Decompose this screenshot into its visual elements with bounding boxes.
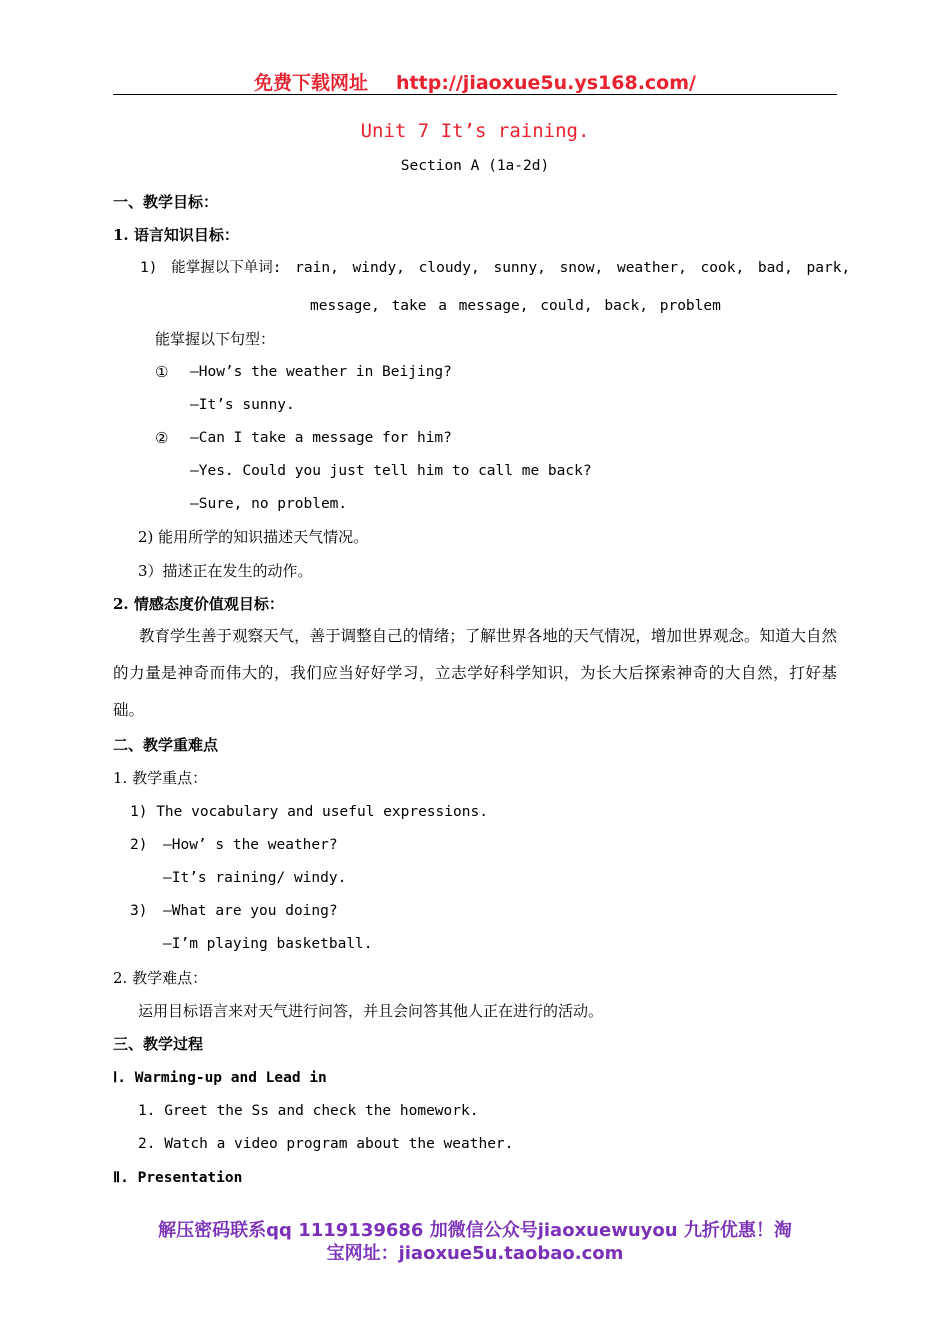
sentence-1-question: —How’s the weather in Beijing? — [190, 364, 452, 380]
vocab-line-1: 1) 能掌握以下单词: rain, windy, cloudy, sunny, snow, weather, cook, bad, park, — [140, 260, 851, 276]
goal-point-3: 3）描述正在发生的动作。 — [138, 562, 313, 580]
sentence-2-number: ② — [155, 429, 169, 447]
section3-heading: 三、教学过程 — [113, 1035, 204, 1053]
difficult-points-text: 运用目标语言来对天气进行问答，并且会问答其他人正在进行的活动。 — [138, 1002, 604, 1020]
step-1-item-1: 1. Greet the Ss and check the homework. — [138, 1103, 479, 1119]
key-point-3-question: —What are you doing? — [163, 903, 338, 919]
emotion-goal-heading: 2. 情感态度价值观目标： — [113, 595, 284, 613]
key-point-2-question: —How’ s the weather? — [163, 837, 338, 853]
sentence-1-number: ① — [155, 363, 169, 381]
header-banner — [0, 68, 950, 95]
step-1-item-2: 2. Watch a video program about the weather. — [138, 1136, 514, 1152]
footer-promo — [0, 1219, 950, 1265]
emotion-goal-paragraph: 教育学生善于观察天气，善于调整自己的情绪；了解世界各地的天气情况，增加世界观念。知道大自然的力量是神奇而伟大的，我们应当好好学习，立志学好科学知识，为长大后探索神奇的大自然，打好基础。 — [113, 627, 837, 719]
section2-heading: 二、教学重难点 — [113, 736, 219, 754]
language-goal-heading: 1. 语言知识目标： — [113, 226, 239, 244]
key-point-2-number: 2) — [130, 837, 148, 853]
difficult-points-label: 2. 教学难点： — [113, 969, 208, 987]
goal-point-2: 2) 能用所学的知识描述天气情况。 — [138, 528, 369, 546]
footer-line-1: 解压密码联系qq 1119139686 加微信公众号jiaoxuewuyou 九折优惠！淘 — [158, 1220, 792, 1241]
key-point-2-answer: —It’s raining/ windy. — [163, 870, 347, 886]
key-points-label: 1. 教学重点： — [113, 769, 208, 787]
step-2-heading: Ⅱ. Presentation — [113, 1170, 243, 1186]
sentence-intro: 能掌握以下句型： — [155, 330, 276, 348]
vocab-line-2: message, take a message, could, back, problem — [310, 298, 721, 314]
header-label: 免费下载网址 — [254, 72, 369, 94]
footer-line-2[interactable]: 宝网址：jiaoxue5u.taobao.com — [326, 1243, 624, 1264]
sentence-2-reply: —Sure, no problem. — [190, 496, 348, 512]
key-point-3-number: 3) — [130, 903, 148, 919]
header-url-link[interactable]: http://jiaoxue5u.ys168.com/ — [396, 72, 696, 94]
sentence-2-question: —Can I take a message for him? — [190, 430, 452, 446]
sentence-1-answer: —It’s sunny. — [190, 397, 295, 413]
sentence-2-answer: —Yes. Could you just tell him to call me back? — [190, 463, 592, 479]
key-point-1: 1) The vocabulary and useful expressions. — [130, 804, 488, 820]
step-1-heading: Ⅰ. Warming-up and Lead in — [113, 1070, 327, 1086]
header-divider — [113, 94, 837, 95]
section-subtitle: Section A (1a-2d) — [400, 158, 550, 174]
key-point-3-answer: —I’m playing basketball. — [163, 936, 373, 952]
page-title: Unit 7 It’s raining. — [360, 120, 590, 142]
section1-heading: 一、教学目标： — [113, 193, 219, 211]
